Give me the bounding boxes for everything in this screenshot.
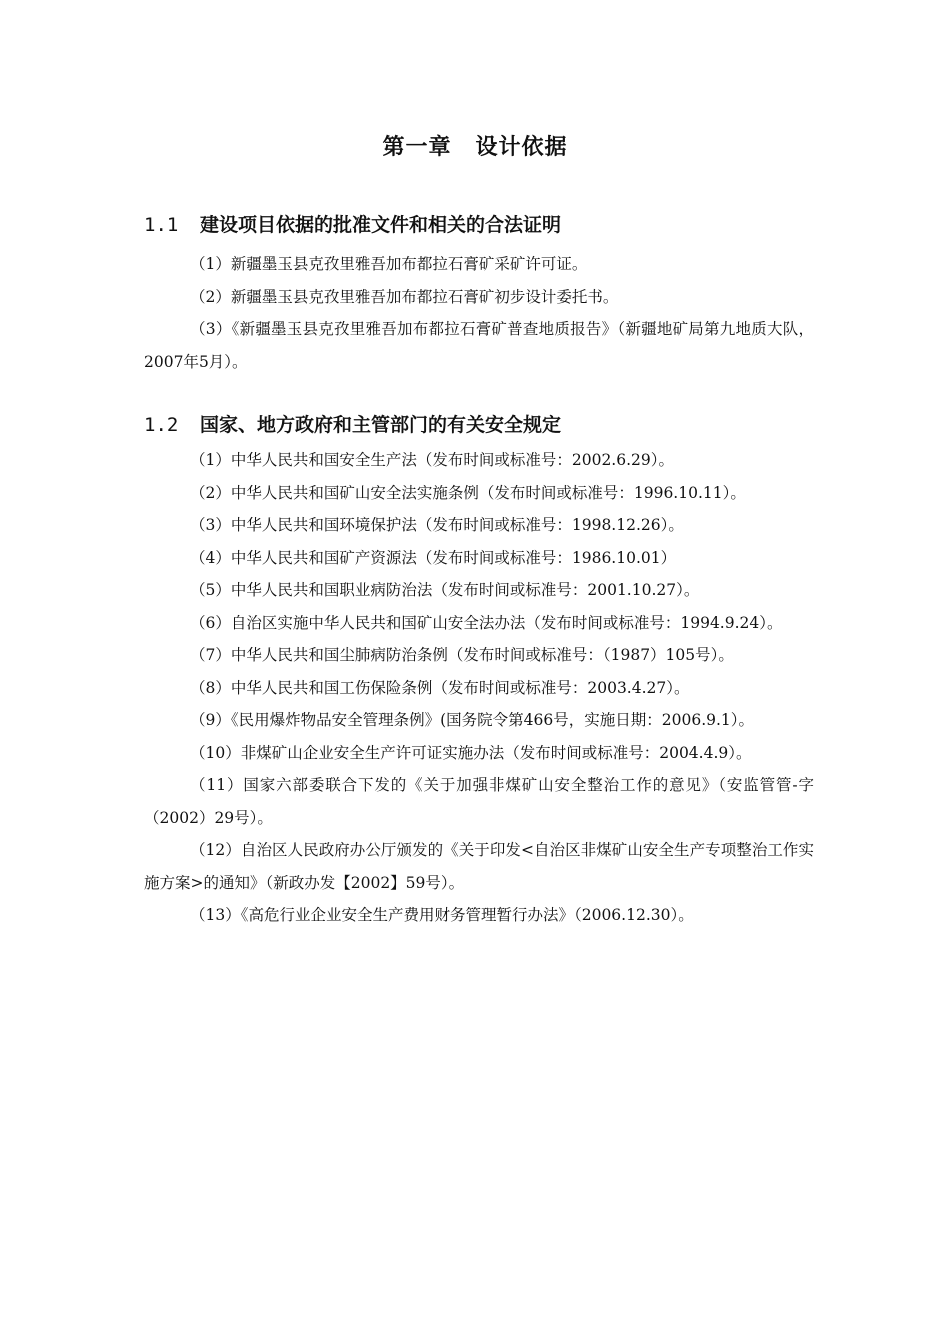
section-number: 1.2 xyxy=(144,414,179,436)
section-list xyxy=(144,248,814,378)
section-heading xyxy=(144,208,814,242)
list-item: （5）中华人民共和国职业病防治法（发布时间或标准号：2001.10.27）。 xyxy=(190,581,700,599)
section-1-1 xyxy=(144,208,814,378)
section-1-2 xyxy=(144,408,814,932)
list-item: （10）非煤矿山企业安全生产许可证实施办法（发布时间或标准号：2004.4.9）。 xyxy=(190,743,752,762)
list-item: （1）中华人民共和国安全生产法（发布时间或标准号：2002.6.29）。 xyxy=(190,451,674,469)
list-item: （11）国家六部委联合下发的《关于加强非煤矿山安全整治工作的意见》（安监管管-字（2002）29号）。 xyxy=(144,776,814,827)
list-item: （9）《民用爆炸物品安全管理条例》(国务院令第466号，实施日期：2006.9.1）。 xyxy=(190,711,755,729)
section-title: 建设项目依据的批准文件和相关的合法证明 xyxy=(200,214,562,236)
section-title: 国家、地方政府和主管部门的有关安全规定 xyxy=(200,414,562,436)
list-item: （2）中华人民共和国矿山安全法实施条例（发布时间或标准号：1996.10.11）。 xyxy=(190,483,746,502)
list-item: （2）新疆墨玉县克孜里雅吾加布都拉石膏矿初步设计委托书。 xyxy=(190,287,619,306)
list-item: （12）自治区人民政府办公厅颁发的《关于印发<自治区非煤矿山安全生产专项整治工作实施方案>的通知》（新政办发【2002】59号）。 xyxy=(144,841,814,892)
list-item: （7）中华人民共和国尘肺病防治条例（发布时间或标准号：（1987）105号）。 xyxy=(190,646,734,664)
section-list xyxy=(144,444,814,932)
list-item: （3）《新疆墨玉县克孜里雅吾加布都拉石膏矿普查地质报告》（新疆地矿局第九地质大队，2007年5月）。 xyxy=(144,320,814,371)
chapter-title xyxy=(0,130,950,161)
list-item: （1）新疆墨玉县克孜里雅吾加布都拉石膏矿采矿许可证。 xyxy=(190,255,588,273)
list-item: （8）中华人民共和国工伤保险条例（发布时间或标准号：2003.4.27）。 xyxy=(190,678,690,697)
list-item: （6）自治区实施中华人民共和国矿山安全法办法（发布时间或标准号：1994.9.24）。 xyxy=(190,613,783,632)
chapter-number: 第一章 xyxy=(382,134,452,160)
section-number: 1.1 xyxy=(144,214,179,236)
section-heading xyxy=(144,408,814,442)
chapter-name: 设计依据 xyxy=(475,134,568,160)
list-item: （13）《高危行业企业安全生产费用财务管理暂行办法》（2006.12.30）。 xyxy=(190,906,694,924)
list-item: （3）中华人民共和国环境保护法（发布时间或标准号：1998.12.26）。 xyxy=(190,516,684,534)
list-item: （4）中华人民共和国矿产资源法（发布时间或标准号：1986.10.01） xyxy=(190,548,677,567)
